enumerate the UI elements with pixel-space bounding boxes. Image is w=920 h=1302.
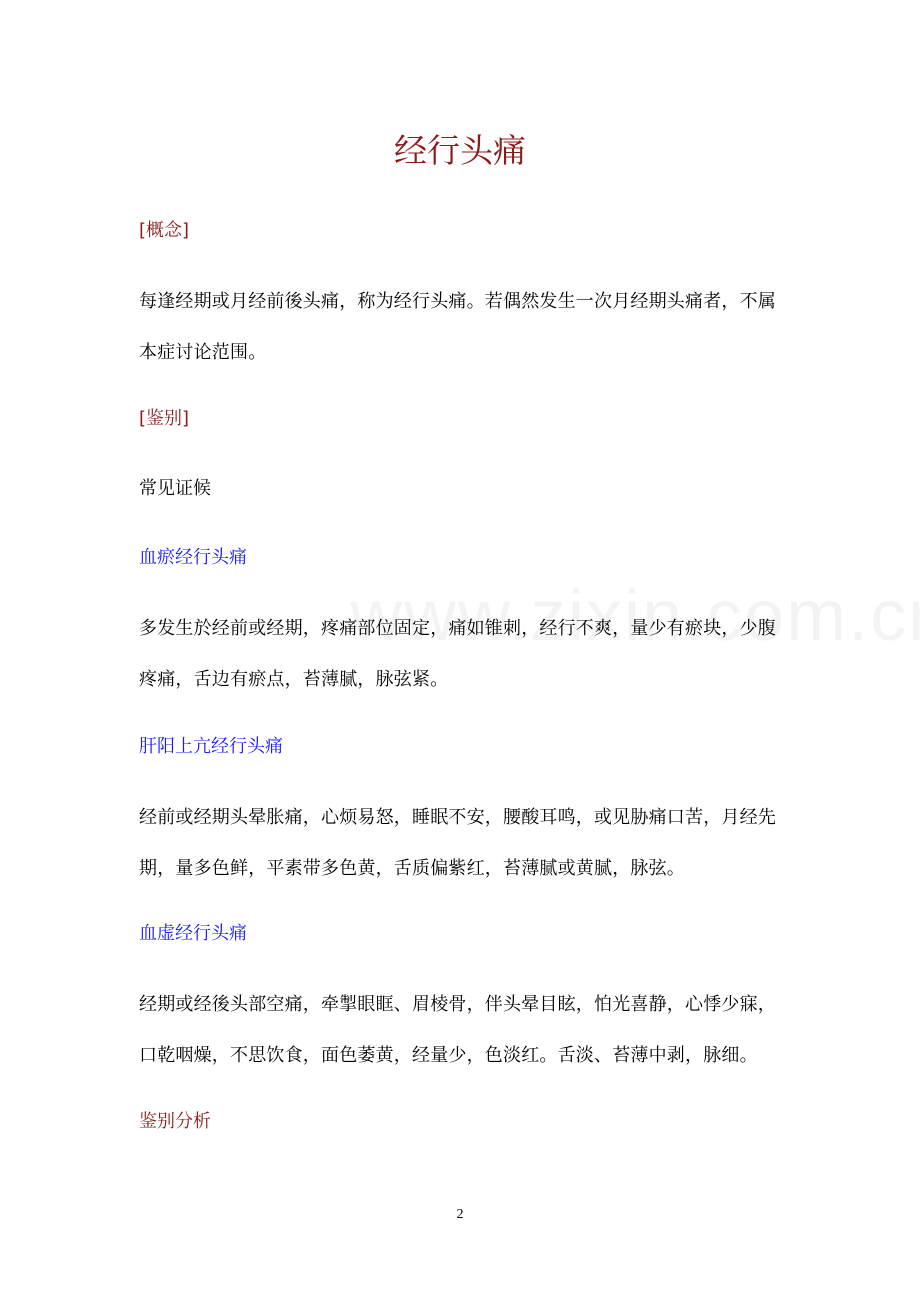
page-number: 2 [456,1207,464,1222]
concept-heading: [概念] [139,220,190,241]
analysis-heading: 鉴别分析 [139,1111,211,1132]
concept-paragraph: 每逢经期或月经前後头痛，称为经行头痛。若偶然发生一次月经期头痛者，不属本症讨论范围。 [139,291,776,363]
syndrome-1-title: 血瘀经行头痛 [139,547,247,568]
syndrome-3-title: 血虚经行头痛 [139,923,247,944]
syndrome-1-paragraph: 多发生於经前或经期，疼痛部位固定，痛如锥刺，经行不爽，量少有瘀块，少腹疼痛，舌边有瘀点，苔薄腻，脉弦紧。 [139,618,776,690]
common-syndromes-label: 常见证候 [139,478,211,499]
differential-heading: [鉴别] [139,408,190,429]
syndrome-2-title: 肝阳上亢经行头痛 [139,736,283,757]
page-title: 经行头痛 [394,131,526,170]
syndrome-3-paragraph: 经期或经後头部空痛，牵掣眼眶、眉棱骨，伴头晕目眩，怕光喜静，心悸少寐，口乾咽燥，不思饮食，面色萎黄，经量少，色淡红。舌淡、苔薄中剥，脉细。 [139,994,776,1066]
syndrome-2-paragraph: 经前或经期头晕胀痛，心烦易怒，睡眠不安，腰酸耳鸣，或见胁痛口苦，月经先期，量多色鲜，平素带多色黄，舌质偏紫红，苔薄腻或黄腻，脉弦。 [139,807,776,879]
